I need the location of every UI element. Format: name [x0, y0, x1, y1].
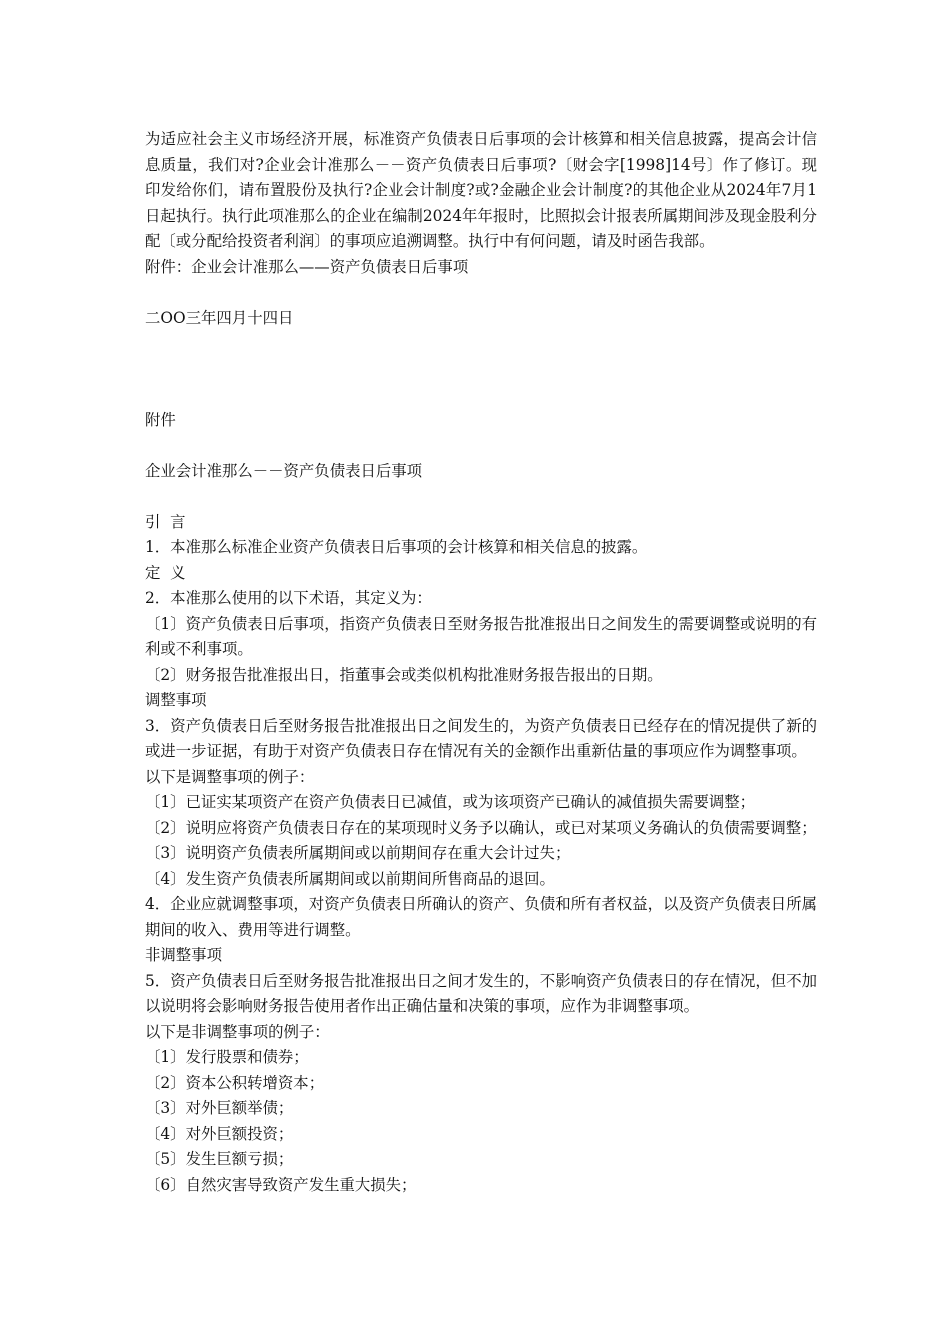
section-heading-definitions: 定 义	[145, 563, 186, 582]
non-adjusting-example-3: 〔3〕对外巨额举债；	[145, 1099, 294, 1117]
adjusting-example-4: 〔4〕发生资产负债表所属期间或以前期间所售商品的退回。	[145, 869, 555, 888]
article-2-item-2: 〔2〕财务报告批准报出日，指董事会或类似机构批准财务报告报出的日期。	[145, 665, 663, 684]
attachment-line: 附件：企业会计准那么——资产负债表日后事项	[145, 257, 469, 276]
document-page	[145, 127, 817, 1198]
article-1: 1．本准那么标准企业资产负债表日后事项的会计核算和相关信息的披露。	[145, 538, 648, 556]
issue-date: 二OO三年四月十四日	[145, 308, 294, 327]
article-5: 5．资产负债表日后至财务报告批准报出日之间才发生的，不影响资产负债表日的存在情况，但不加以说明将会影响财务报告使用者作出正确估量和决策的事项，应作为非调整事项。	[145, 971, 817, 1015]
non-adjusting-example-6: 〔6〕自然灾害导致资产发生重大损失；	[145, 1175, 417, 1194]
adjusting-examples-intro: 以下是调整事项的例子：	[145, 767, 315, 786]
adjusting-example-1: 〔1〕已证实某项资产在资产负债表日已减值，或为该项资产已确认的减值损失需要调整；	[145, 793, 756, 811]
article-3: 3．资产负债表日后至财务报告批准报出日之间发生的，为资产负债表日已经存在的情况提供了新的或进一步证据，有助于对资产负债表日存在情况有关的金额作出重新估量的事项应作为调整事项。	[145, 716, 817, 760]
non-adjusting-examples-intro: 以下是非调整事项的例子：	[145, 1022, 330, 1041]
article-2: 2．本准那么使用的以下术语，其定义为：	[145, 589, 432, 607]
section-heading-adjusting: 调整事项	[145, 691, 207, 709]
article-2-item-1: 〔1〕资产负债表日后事项，指资产负债表日至财务报告批准报出日之间发生的需要调整或说明的有利或不利事项。	[145, 614, 817, 658]
article-4: 4．企业应就调整事项，对资产负债表日所确认的资产、负债和所有者权益，以及资产负债表日所属期间的收入、费用等进行调整。	[145, 895, 817, 939]
section-heading-intro: 引 言	[145, 512, 186, 531]
section-heading-non-adjusting: 非调整事项	[145, 946, 222, 964]
non-adjusting-example-4: 〔4〕对外巨额投资；	[145, 1124, 294, 1143]
notice-paragraph: 为适应社会主义市场经济开展，标准资产负债表日后事项的会计核算和相关信息披露，提高会计信息质量，我们对?企业会计准那么－－资产负债表日后事项?〔财会字[1998]14号〕作了修订。现印发给你们，请布置股份及执行?企业会计制度?或?金融企业会计制度?的其他企业从2024年7月1日起执行。执行此项准那么的企业在编制2024年年报时，比照拟会计报表所属期间涉及现金股利分配〔或分配给投资者利润〕的事项应追溯调整。执行中有何问题，请及时函告我部。	[145, 130, 817, 250]
adjusting-example-2: 〔2〕说明应将资产负债表日存在的某项现时义务予以确认，或已对某项义务确认的负债需要调整；	[145, 818, 817, 837]
adjusting-example-3: 〔3〕说明资产负债表所属期间或以前期间存在重大会计过失；	[145, 844, 571, 862]
non-adjusting-example-1: 〔1〕发行股票和债券；	[145, 1048, 309, 1066]
appendix-label: 附件	[145, 410, 176, 429]
appendix-title: 企业会计准那么－－资产负债表日后事项	[145, 461, 423, 480]
non-adjusting-example-2: 〔2〕资本公积转增资本；	[145, 1073, 325, 1092]
non-adjusting-example-5: 〔5〕发生巨额亏损；	[145, 1150, 294, 1168]
